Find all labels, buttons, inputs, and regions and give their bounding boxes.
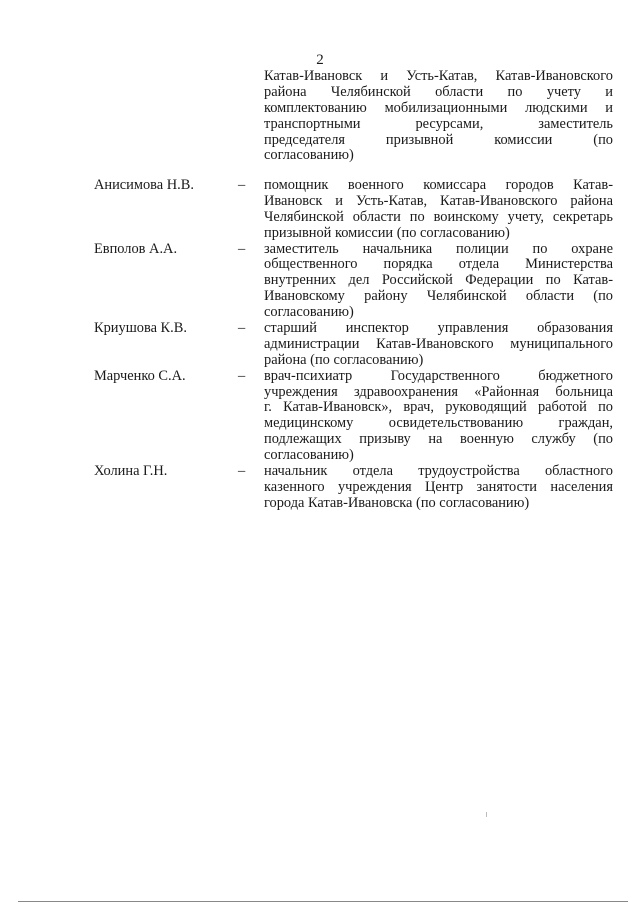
commission-members-list (94, 178, 613, 512)
description-line: согласованию) (264, 305, 354, 321)
description-line: врач-психиатр Государственного бюджетного (264, 368, 613, 384)
member-name: Холина Г.Н. (94, 463, 168, 480)
page-number: 2 (316, 52, 324, 68)
description-line: начальник отдела трудоустройства областного (264, 464, 613, 480)
member-name: Анисимова Н.В. (94, 177, 194, 193)
member-entry (94, 369, 613, 464)
description-line: Ивановскому району Челябинской области (по (264, 289, 613, 305)
member-role (264, 321, 613, 369)
member-entry (94, 321, 613, 369)
description-line: района (по согласованию) (264, 352, 424, 368)
dash-separator: – (238, 463, 246, 480)
description-line: комплектованию мобилизационными людскими и (264, 100, 613, 116)
member-entry (94, 242, 613, 321)
description-line: Ивановск и Усть-Катав, Катав-Ивановского района (264, 193, 613, 209)
description-line: подлежащих призыву на военную службу (по (264, 432, 613, 448)
scan-speck (486, 812, 487, 817)
member-role (264, 242, 613, 321)
description-line: председателя призывной комиссии (по (264, 132, 613, 148)
description-line: транспортными ресурсами, заместитель (264, 116, 613, 132)
description-line: района Челябинской области по учету и (264, 84, 613, 100)
description-line: помощник военного комиссара городов Катав- (264, 178, 613, 193)
member-role (264, 464, 613, 512)
description-line: заместитель начальника полиции по охране (264, 241, 613, 257)
member-role (264, 369, 613, 464)
description-line: учреждения здравоохранения «Районная больница (264, 384, 613, 400)
description-line: медицинскому освидетельствованию граждан, (264, 416, 613, 432)
description-line: администрации Катав-Ивановского муниципального (264, 336, 613, 352)
description-line: общественного порядка отдела Министерства (264, 257, 613, 273)
member-entry (94, 464, 613, 512)
member-name: Криушова К.В. (94, 320, 187, 337)
member-name: Марченко С.А. (94, 367, 186, 384)
member-role (264, 178, 613, 242)
member-name: Евполов А.А. (94, 240, 178, 257)
continuation-description (264, 69, 613, 164)
dash-separator: – (238, 320, 246, 337)
description-line: казенного учреждения Центр занятости населения (264, 479, 613, 495)
description-line: Челябинской области по воинскому учету, секретарь (264, 209, 613, 225)
description-line: г. Катав-Ивановск», врач, руководящий работой по (264, 400, 613, 416)
description-line: согласованию) (264, 148, 354, 164)
description-line: внутренних дел Российской Федерации по Катав- (264, 273, 613, 289)
dash-separator: – (238, 177, 246, 193)
page-bottom-edge (18, 901, 628, 902)
dash-separator: – (238, 240, 246, 257)
member-entry (94, 178, 613, 242)
dash-separator: – (238, 367, 246, 384)
description-line: старший инспектор управления образования (264, 321, 613, 337)
description-line: Катав-Ивановск и Усть-Катав, Катав-Ивановского (264, 69, 613, 84)
description-line: города Катав-Ивановска (по согласованию) (264, 495, 530, 511)
description-line: согласованию) (264, 448, 354, 464)
description-line: призывной комиссии (по согласованию) (264, 225, 510, 241)
